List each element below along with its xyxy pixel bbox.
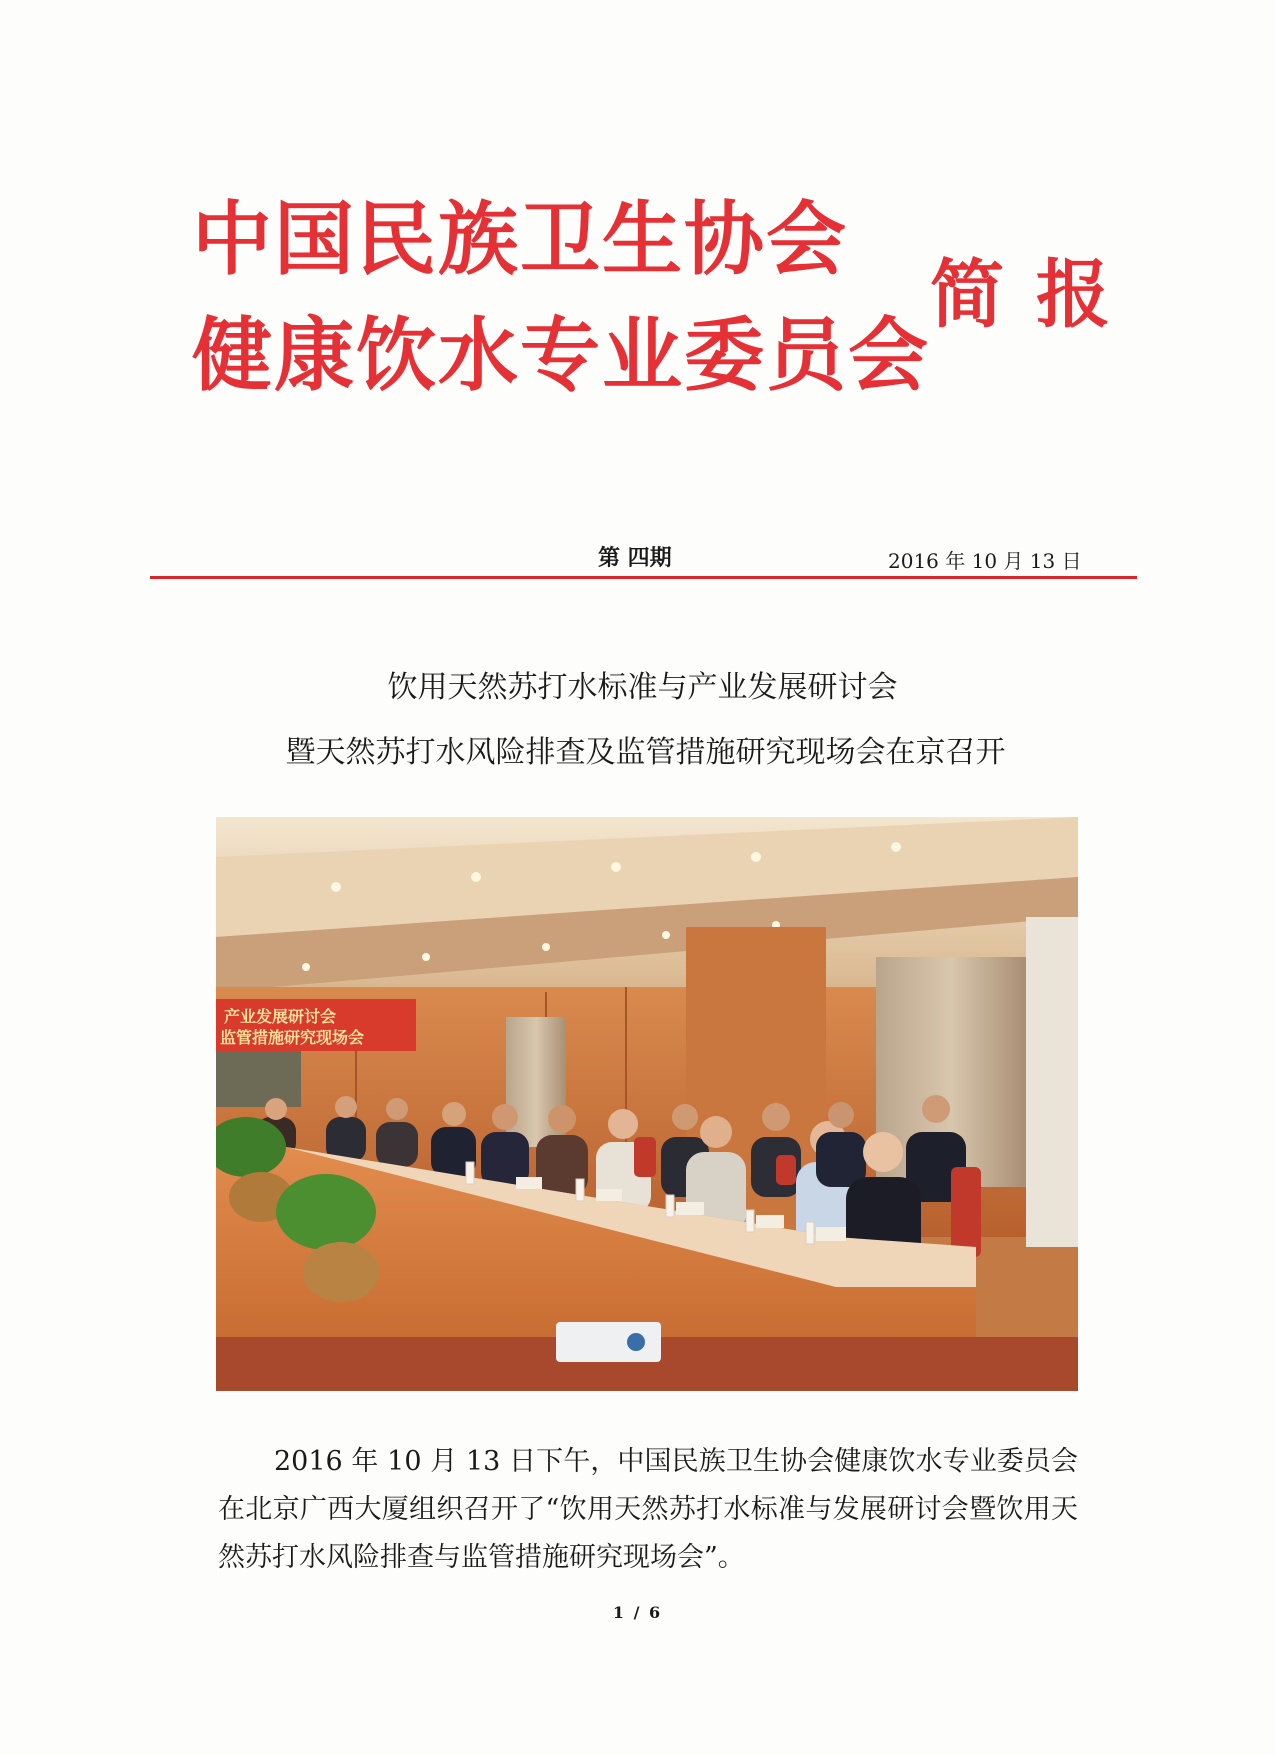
meeting-photo [216, 817, 1078, 1391]
masthead [0, 0, 1275, 470]
photo-banner-line1: 产业发展研讨会 [224, 1007, 337, 1026]
issue-date: 2016 年 10 月 13 日 [888, 549, 1082, 573]
header-divider [150, 576, 1137, 579]
issue-number: 第 四期 [598, 545, 672, 571]
masthead-title-line1: 中国民族卫生协会 [192, 193, 848, 286]
article-title-line2: 暨天然苏打水风险排查及监管措施研究现场会在京召开 [285, 735, 1006, 770]
masthead-bulletin-label: 简报 [930, 252, 1142, 338]
article-paragraph: 2016 年 10 月 13 日下午，中国民族卫生协会健康饮水专业委员会在北京广西大厦组织召开了“饮用天然苏打水标准与发展研讨会暨饮用天然苏打水风险排查与监管措施研究现场会”。 [218, 1446, 1078, 1573]
page-number: 1 / 6 [612, 1603, 663, 1622]
masthead-title-line2: 健康饮水专业委员会 [192, 309, 930, 402]
article-title-line1: 饮用天然苏打水标准与产业发展研讨会 [387, 670, 898, 705]
photo-banner-line2: 监管措施研究现场会 [220, 1028, 365, 1047]
